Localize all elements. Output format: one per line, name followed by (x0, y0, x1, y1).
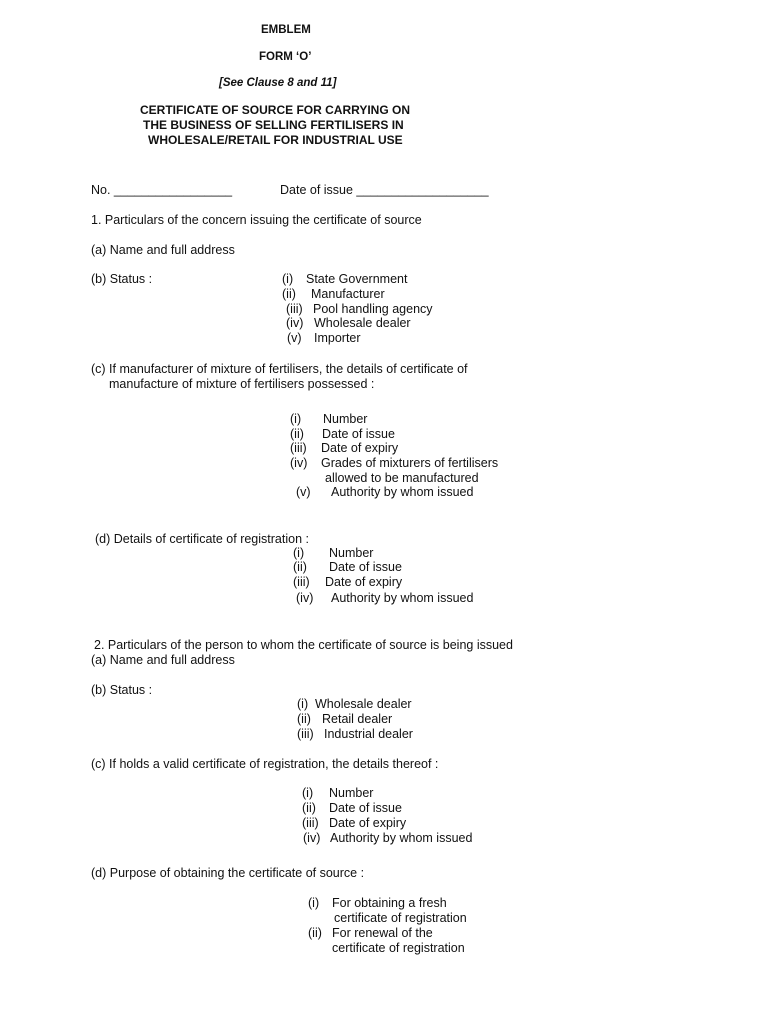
list-item: (iv) Grades of mixturers of fertilisers (290, 456, 499, 470)
list-item: certificate of registration (334, 911, 467, 925)
list-item: (v) Importer (287, 331, 361, 345)
list-item: (i) For obtaining a fresh (308, 896, 447, 910)
section1-status-label: (b) Status : (91, 272, 153, 286)
list-item: (ii) Date of issue (290, 427, 395, 441)
list-item: (ii) Retail dealer (297, 712, 393, 726)
section2-heading: 2. Particulars of the person to whom the certificate of source is being issued (94, 638, 513, 652)
list-item: (iii) Date of expiry (293, 575, 403, 589)
section2-name-address: (a) Name and full address (91, 653, 235, 667)
list-item: (ii) For renewal of the (308, 926, 433, 940)
section1-name-address: (a) Name and full address (91, 243, 235, 257)
date-of-issue-field: Date of issue ___________________ (280, 183, 489, 197)
list-item: (i) Number (293, 546, 374, 560)
section2-purpose-label: (d) Purpose of obtaining the certificate of source : (91, 866, 365, 880)
list-item: (i) State Government (282, 272, 408, 286)
list-item: (i) Wholesale dealer (297, 697, 412, 711)
list-item: (iii) Date of expiry (302, 816, 407, 830)
list-item: (iii) Industrial dealer (297, 727, 413, 741)
list-item: (iii) Date of expiry (290, 441, 399, 455)
form-label: FORM ‘O’ (259, 51, 312, 63)
clause-reference: [See Clause 8 and 11] (219, 77, 337, 89)
list-item: (ii) Manufacturer (282, 287, 385, 301)
certificate-number-field: No. _________________ (91, 183, 233, 197)
list-item: (v) Authority by whom issued (296, 485, 474, 499)
list-item: (iv) Authority by whom issued (303, 831, 473, 845)
title-line-3: WHOLESALE/RETAIL FOR INDUSTRIAL USE (148, 133, 403, 147)
emblem-label: EMBLEM (261, 24, 311, 36)
list-item: (iv) Wholesale dealer (286, 316, 411, 330)
list-item: (iii) Pool handling agency (286, 302, 433, 316)
title-line-2: THE BUSINESS OF SELLING FERTILISERS IN (143, 118, 404, 132)
section2-status-label: (b) Status : (91, 683, 153, 697)
section1-mixture-line-2: manufacture of mixture of fertilisers possessed : (109, 377, 375, 391)
section1-registration-label: (d) Details of certificate of registration : (95, 532, 309, 546)
title-line-1: CERTIFICATE OF SOURCE FOR CARRYING ON (140, 103, 410, 117)
list-item: (i) Number (290, 412, 368, 426)
section2-registration-label: (c) If holds a valid certificate of registration, the details thereof : (91, 757, 439, 771)
list-item: (i) Number (302, 786, 374, 800)
section1-heading: 1. Particulars of the concern issuing the certificate of source (91, 213, 422, 227)
list-item: (ii) Date of issue (293, 560, 402, 574)
list-item: (ii) Date of issue (302, 801, 402, 815)
section1-mixture-line-1: (c) If manufacturer of mixture of fertilisers, the details of certificate of (91, 362, 468, 376)
list-item: allowed to be manufactured (325, 471, 479, 485)
list-item: (iv) Authority by whom issued (296, 591, 474, 605)
list-item: certificate of registration (332, 941, 465, 955)
